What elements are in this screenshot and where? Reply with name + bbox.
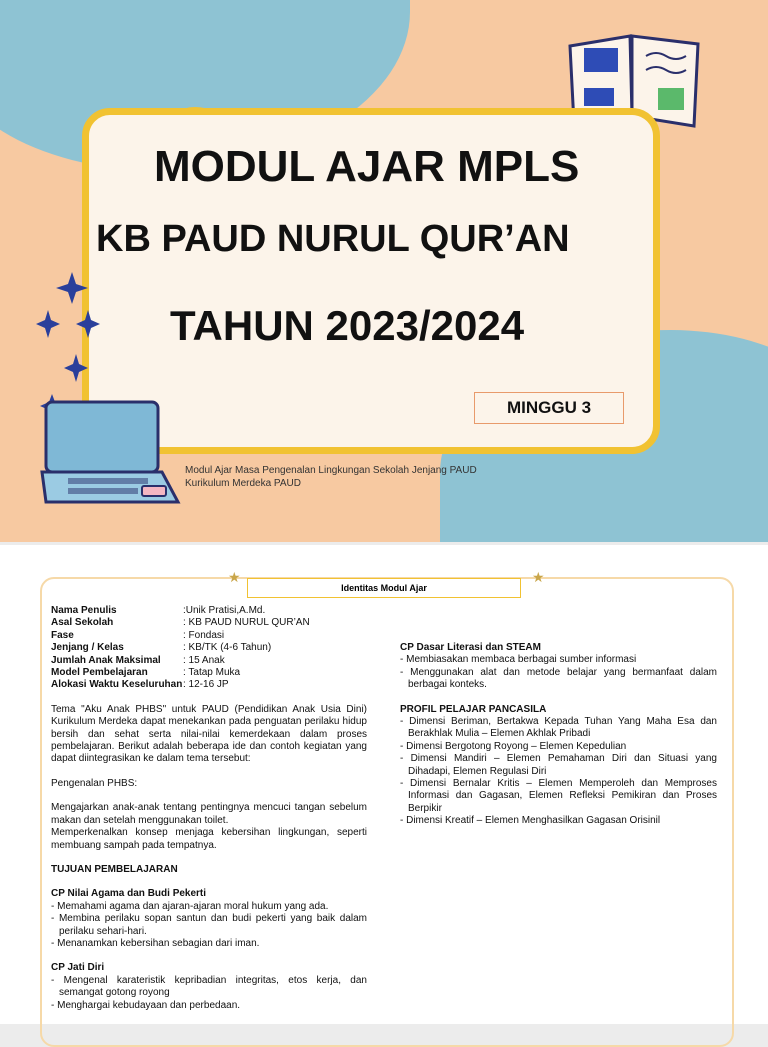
list-item: - Membiasakan membaca berbagai sumber informasi: [400, 654, 637, 666]
title-line-1: MODUL AJAR MPLS: [154, 142, 580, 191]
document-page-2: [0, 545, 768, 1024]
list-item: - Memahami agama dan ajaran-ajaran moral hukum yang ada.: [51, 900, 329, 912]
star-icon-right: ★: [532, 569, 545, 585]
list-item: - Dimensi Kreatif – Elemen Menghasilkan Gagasan Orisinil: [400, 815, 661, 827]
identity-value: : 12-16 JP: [183, 679, 229, 691]
list-item: - Dimensi Bernalar Kritis – Elemen Memperoleh dan Memproses Informasi dan Gagasan, Elemen Refleksi Pemikiran dan Proses Berpikir: [400, 778, 717, 814]
list-item: - Menghargai kebudayaan dan perbedaan.: [51, 999, 241, 1011]
week-badge: MINGGU 3: [474, 392, 624, 424]
identity-label: Nama Penulis: [51, 605, 117, 616]
identity-value: : Fondasi: [183, 629, 225, 641]
subtitle-line-1: Modul Ajar Masa Pengenalan Lingkungan Sekolah Jenjang PAUD: [185, 465, 477, 476]
title-line-3: TAHUN 2023/2024: [170, 302, 525, 349]
title-line-2: KB PAUD NURUL QUR’AN: [96, 218, 570, 260]
identity-value: : 15 Anak: [183, 654, 225, 666]
list-item: - Mengenal karateristik kepribadian integritas, etos kerja, dan semangat gotong royong: [51, 974, 367, 999]
list-item: - Membina perilaku sopan santun dan budi pekerti yang baik dalam perilaku sehari-hari.: [51, 913, 367, 937]
cp-literasi-heading: CP Dasar Literasi dan STEAM: [400, 642, 541, 653]
identity-row: [51, 642, 367, 654]
identity-row: [51, 679, 367, 691]
list-item: - Menanamkan kebersihan sebagian dari iman.: [51, 937, 260, 949]
identity-label: Fase: [51, 629, 74, 641]
cp-agama-heading: CP Nilai Agama dan Budi Pekerti: [51, 888, 207, 900]
identity-value: :Unik Pratisi,A.Md.: [183, 605, 266, 616]
identity-label: Jenjang / Kelas: [51, 642, 124, 654]
star-icon-left: ★: [228, 569, 241, 585]
list-item: - Dimensi Bergotong Royong – Elemen Kepedulian: [400, 740, 627, 752]
cp-jati-heading: CP Jati Diri: [51, 962, 105, 974]
identity-label: Jumlah Anak Maksimal: [51, 654, 161, 666]
phbs-paragraph-2: Memperkenalkan konsep menjaga kebersihan lingkungan, seperti membuang sampah pada tempatnya.: [51, 827, 367, 851]
identity-label: Model Pembelajaran: [51, 667, 148, 679]
phbs-paragraph-1: Mengajarkan anak-anak tentang pentingnya mencuci tangan sebelum makan dan setelah menggunakan toilet.: [51, 802, 367, 826]
list-item: - Dimensi Mandiri – Elemen Pemahaman Diri dan Situasi yang Dihadapi, Elemen Regulasi Diri: [400, 753, 717, 777]
identity-row: [51, 655, 367, 667]
right-column: [400, 642, 717, 828]
cover-subtitle: [185, 464, 477, 490]
list-item: - Dimensi Beriman, Bertakwa Kepada Tuhan Yang Maha Esa dan Berakhlak Mulia – Elemen Akhlak Pribadi: [400, 716, 717, 740]
identity-label: Asal Sekolah: [51, 617, 114, 629]
phbs-heading: Pengenalan PHBS:: [51, 777, 138, 789]
identity-value: : Tatap Muka: [183, 667, 241, 679]
identity-label: Alokasi Waktu Keseluruhan: [51, 679, 183, 691]
list-item: - Menggunakan alat dan metode belajar yang bermanfaat dalam berbagai konteks.: [400, 666, 717, 691]
identity-header: Identitas Modul Ajar: [247, 578, 521, 598]
profil-heading: PROFIL PELAJAR PANCASILA: [400, 703, 547, 715]
identity-row: [51, 667, 367, 679]
subtitle-line-2: Kurikulum Merdeka PAUD: [185, 478, 301, 489]
intro-paragraph: Tema "Aku Anak PHBS" untuk PAUD (Pendidikan Anak Usia Dini) Kurikulum Merdeka dapat menekankan pada penguatan perilaku hidup bersih dan sehat serta nilai-nilai kemerdekaan dalam proses pembelajaran. Berikut adalah beberapa ide dan contoh kegiatan yang dapat diintegrasikan ke dalam tema tersebut:: [51, 703, 367, 765]
tujuan-heading: TUJUAN PEMBELAJARAN: [51, 863, 178, 875]
left-column: [51, 605, 367, 1012]
laptop-icon: [38, 398, 184, 508]
identity-value: : KB/TK (4-6 Tahun): [183, 642, 272, 654]
identity-row: [51, 605, 367, 617]
identity-value: : KB PAUD NURUL QUR’AN: [183, 617, 310, 629]
identity-row: [51, 617, 367, 629]
identity-row: [51, 630, 367, 642]
